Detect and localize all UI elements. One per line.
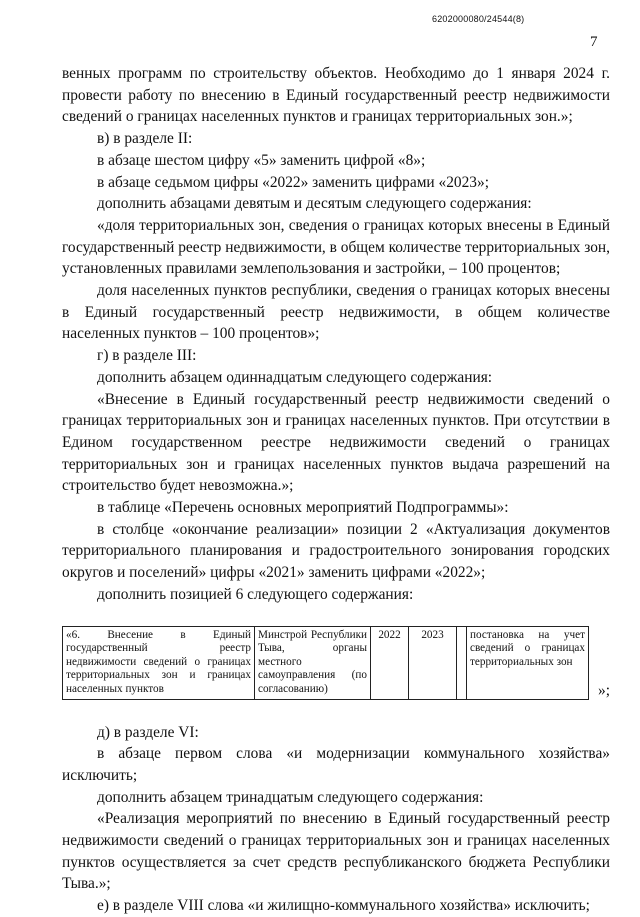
table-cell-end-year: 2023	[409, 626, 457, 699]
table-cell-result: постановка на учет сведений о границах территориальных зон	[467, 626, 589, 699]
paragraph: доля населенных пунктов республики, сведения о границах которых внесены в Единый государственный реестр недвижимости, в общем количестве населенных пунктов – 100 процентов»;	[62, 282, 610, 343]
table-cell-start-year: 2022	[371, 626, 409, 699]
paragraph: в абзаце седьмом цифры «2022» заменить цифрами «2023»;	[97, 173, 489, 191]
paragraph: в столбце «окончание реализации» позиции 2 «Актуализация документов территориального планирования и градостроительного зонирования городских округов и поселений» цифры «2021» заменить цифрами «2022»;	[62, 520, 610, 582]
paragraph: г) в разделе III:	[97, 347, 197, 365]
paragraph: «доля территориальных зон, сведения о границах которых внесены в Единый государственный реестр недвижимости, в общем количестве территориальных зон, установленных правилами землепользования и застройки, – 100 процентов;	[62, 216, 610, 278]
table-cell-measure: «6. Внесение в Единый государственный реестр недвижимости сведений о границах территориальных зон и границах населенных пунктов	[63, 626, 255, 699]
table-row	[63, 626, 589, 699]
measures-table-block	[62, 626, 610, 700]
paragraph: дополнить абзацем одиннадцатым следующего содержания:	[97, 368, 493, 386]
paragraph: венных программ по строительству объектов. Необходимо до 1 января 2024 г. провести работу по внесению в Единый государственный реестр недвижимости сведений о границах населенных пунктов и границах территориальных зон.»;	[62, 65, 610, 126]
page-number: 7	[590, 34, 598, 50]
paragraph: в абзаце шестом цифру «5» заменить цифрой «8»;	[97, 151, 426, 169]
paragraph: дополнить позицией 6 следующего содержания:	[97, 585, 414, 603]
table-closing-mark: »;	[598, 681, 610, 699]
paragraph: в абзаце первом слова «и модернизации коммунального хозяйства» исключить;	[62, 745, 610, 784]
document-id: 6202000080/24544(8)	[432, 14, 525, 24]
table-cell-empty	[457, 626, 467, 699]
table-cell-executor: Минстрой Республики Тыва, органы местного самоуправления (по согласованию)	[255, 626, 371, 699]
paragraph: д) в разделе VI:	[97, 723, 199, 741]
measures-table	[62, 626, 589, 700]
paragraph: в) в разделе II:	[97, 130, 193, 148]
paragraph: е) в разделе VIII слова «и жилищно-коммунального хозяйства» исключить;	[97, 897, 590, 915]
paragraph: в таблице «Перечень основных мероприятий Подпрограммы»:	[97, 499, 509, 517]
paragraph: «Реализация мероприятий по внесению в Единый государственный реестр недвижимости сведений о границах территориальных зон и границах населенных пунктов осуществляется за счет средств республиканского бюджета Республики Тыва.»;	[62, 810, 610, 893]
document-body	[62, 63, 610, 917]
paragraph: «Внесение в Единый государственный реестр недвижимости сведений о границах территориальных зон и границах населенных пунктов. При отсутствии в Едином государственном реестре недвижимости сведений о границах территориальных зон и границах населенных пунктов выдача разрешений на строительство будет невозможна.»;	[62, 390, 610, 495]
paragraph: дополнить абзацами девятым и десятым следующего содержания:	[97, 195, 532, 213]
paragraph: дополнить абзацем тринадцатым следующего содержания:	[97, 788, 484, 806]
